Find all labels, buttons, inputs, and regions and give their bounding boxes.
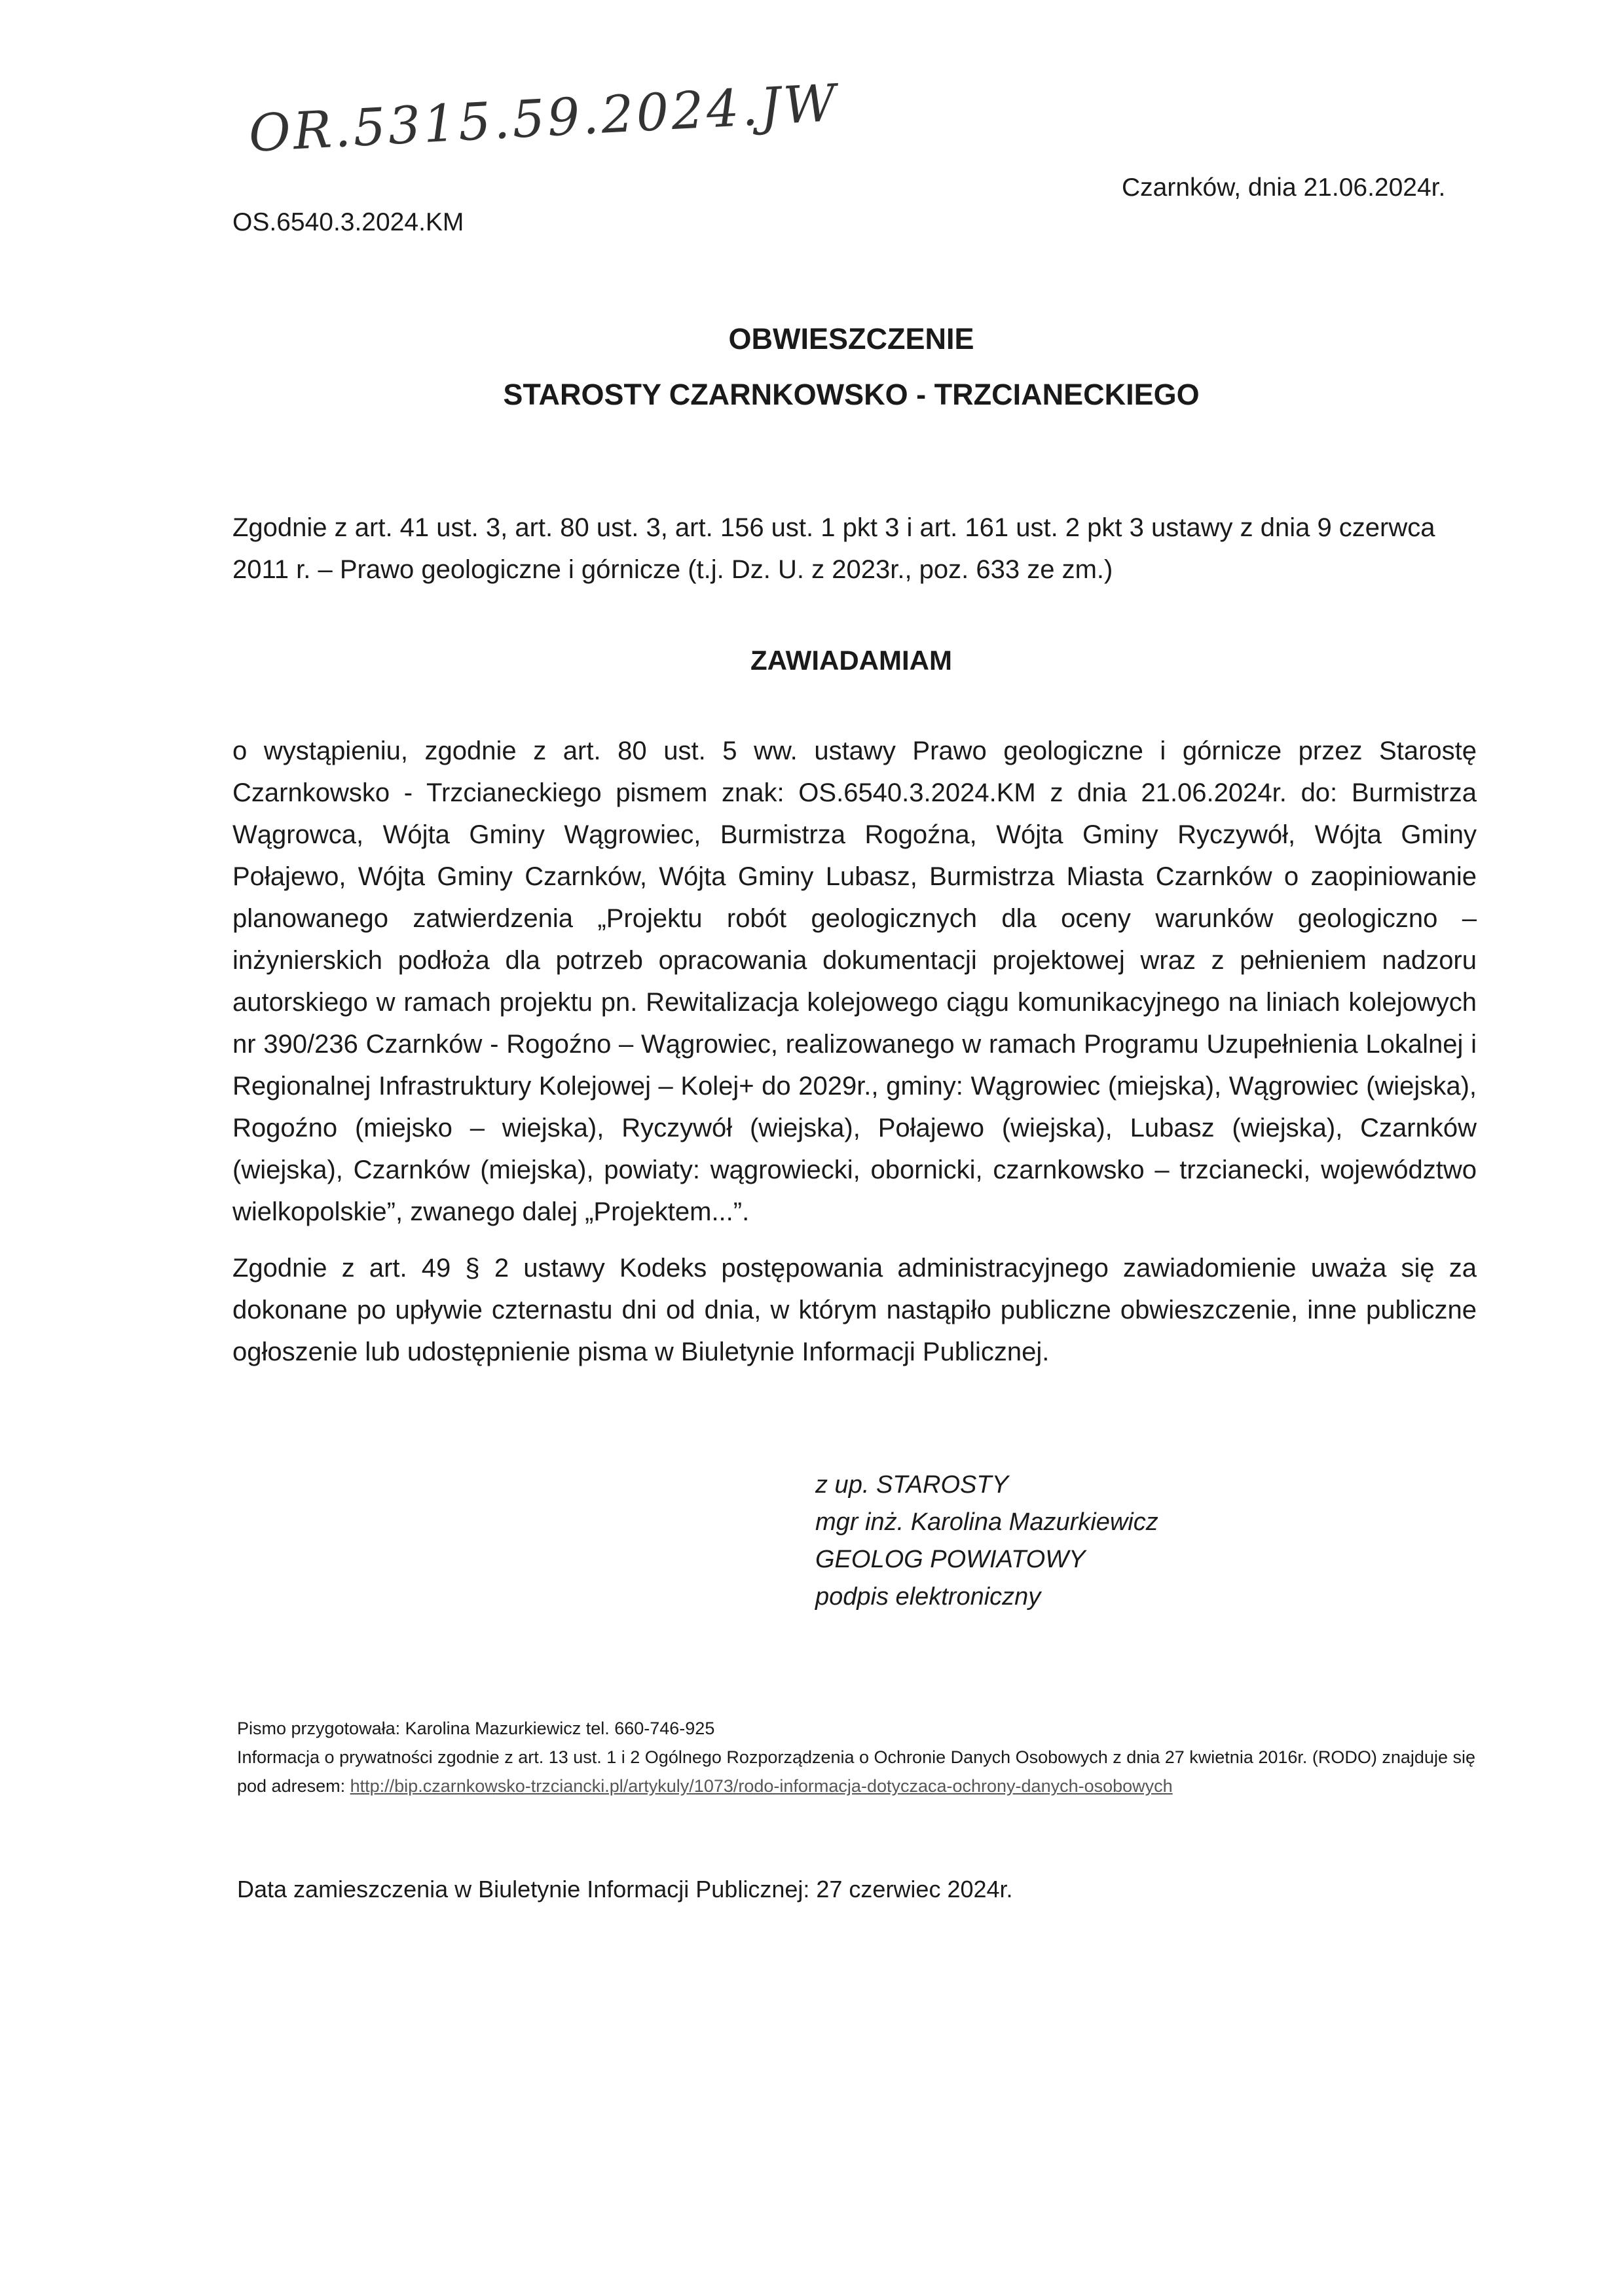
body-paragraph: o wystąpieniu, zgodnie z art. 80 ust. 5 ww. ustawy Prawo geologiczne i górnicze przez Starostę Czarnkowsko - Trzcianeckiego pismem znak: OS.6540.3.2024.KM z dnia 21.06.2024r. do: Burmistrza Wągrowca, Wójta Gminy Wągrowiec, Burmistrza Rogoźna, Wójta Gminy Ryczywół, Wójta Gminy Połajewo, Wójta Gminy Czarnków, Wójta Gminy Lubasz, Burmistrza Miasta Czarnków o zaopiniowanie planowanego zatwierdzenia „Projektu robót geologicznych dla oceny warunków geologiczno – inżynierskich podłoża dla potrzeb opracowania dokumentacji projektowej wraz z pełnieniem nadzoru autorskiego w ramach projektu pn. Rewitalizacja kolejowego ciągu komunikacyjnego na liniach kolejowych nr 390/236 Czarnków - Rogoźno – Wągrowiec, realizowanego w ramach Programu Uzupełnienia Lokalnej i Regionalnej Infrastruktury Kolejowej – Kolej+ do 2029r., gminy: Wągrowiec (miejska), Wągrowiec (wiejska), Rogoźno (miejsko – wiejska), Ryczywół (wiejska), Połajewo (wiejska), Lubasz (wiejska), Czarnków (wiejska), Czarnków (miejska), powiaty: wągrowiecki, obornicki, czarnkowsko – trzcianecki, województwo wielkopolskie”, zwanego dalej „Projektem...”. [232, 737, 1477, 1226]
signature-line-2: mgr inż. Karolina Mazurkiewicz [815, 1508, 1158, 1536]
document-title: OBWIESZCZENIE [728, 322, 974, 355]
document-date: Czarnków, dnia 21.06.2024r. [1122, 173, 1446, 202]
privacy-text: Informacja o prywatności zgodnie z art. 13 ust. 1 i 2 Ogólnego Rozporządzenia o Ochronie Danych Osobowych z dnia 27 kwietnia 2016r. (RODO) znajduje się pod adresem: [237, 1747, 1475, 1796]
handwritten-case-number: OR.5315.59.2024.JW [247, 73, 840, 164]
prepared-by: Pismo przygotowała: Karolina Mazurkiewicz tel. 660-746-925 [237, 1719, 715, 1738]
announcement-heading: ZAWIADAMIAM [750, 645, 952, 676]
document-subtitle: STAROSTY CZARNKOWSKO - TRZCIANECKIEGO [503, 378, 1200, 411]
legal-basis-paragraph: Zgodnie z art. 41 ust. 3, art. 80 ust. 3, art. 156 ust. 1 pkt 3 i art. 161 ust. 2 pkt 3 ustawy z dnia 9 czerwca 2011 r. – Prawo geologiczne i górnicze (t.j. Dz. U. z 2023r., poz. 633 ze zm.) [232, 513, 1435, 584]
footer-notes [237, 1714, 1481, 1800]
kpa-paragraph: Zgodnie z art. 49 § 2 ustawy Kodeks postępowania administracyjnego zawiadomienie uważa się za dokonane po upływie czternastu dni od dnia, w którym nastąpiło publiczne obwieszczenie, inne publiczne ogłoszenie lub udostępnienie pisma w Biuletynie Informacji Publicznej. [232, 1254, 1477, 1366]
signature-line-1: z up. STAROSTY [815, 1471, 1008, 1499]
privacy-note [237, 1743, 1481, 1800]
publication-date: Data zamieszczenia w Biuletynie Informacji Publicznej: 27 czerwiec 2024r. [237, 1876, 1013, 1903]
reference-number: OS.6540.3.2024.KM [232, 208, 464, 236]
privacy-link[interactable]: http://bip.czarnkowsko-trzciancki.pl/artykuly/1073/rodo-informacja-dotyczaca-ochrony-danych-osobowych [350, 1776, 1173, 1796]
signature-line-4: podpis elektroniczny [815, 1583, 1041, 1611]
signature-block [815, 1467, 1158, 1616]
signature-line-3: GEOLOG POWIATOWY [815, 1546, 1086, 1573]
